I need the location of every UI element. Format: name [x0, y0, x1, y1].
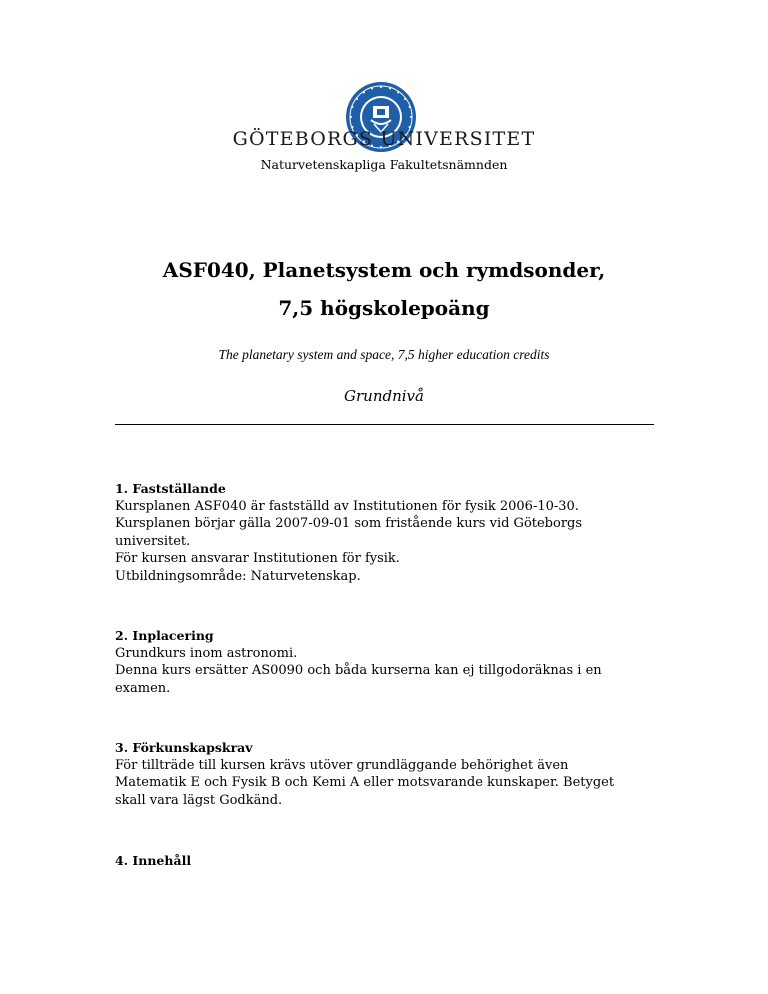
section-heading: 1. Fastställande [115, 481, 226, 496]
university-name: GÖTEBORGS UNIVERSITET [232, 128, 536, 150]
section-line: Grundkurs inom astronomi. [115, 645, 298, 661]
section-innehall [115, 852, 655, 870]
faculty-name: Naturvetenskapliga Fakultetsnämnden [260, 157, 508, 172]
section-line: För tillträde till kursen krävs utöver grundläggande behörighet även [115, 757, 569, 773]
section-line: universitet. [115, 533, 191, 549]
section-line: Matematik E och Fysik B och Kemi A eller motsvarande kunskaper. Betyget [115, 775, 615, 790]
section-line: skall vara lägst Godkänd. [115, 792, 283, 808]
section-heading: 3. Förkunskapskrav [115, 740, 253, 755]
section-heading: 2. Inplacering [115, 628, 214, 643]
course-title-english: The planetary system and space, 7,5 higher education credits [218, 347, 550, 362]
section-line: Kursplanen ASF040 är fastställd av Institutionen för fysik 2006-10-30. [115, 498, 579, 514]
section-line: För kursen ansvarar Institutionen för fysik. [115, 551, 400, 566]
section-heading: 4. Innehåll [115, 853, 192, 868]
course-level: Grundnivå [344, 387, 424, 405]
divider [115, 424, 654, 425]
section-line: Kursplanen börjar gälla 2007-09-01 som fristående kurs vid Göteborgs [115, 516, 583, 531]
section-forkunskapskrav [115, 739, 655, 809]
section-inplacering [115, 627, 655, 697]
course-title: ASF040, Planetsystem och rymdsonder, [162, 258, 606, 282]
section-line: Denna kurs ersätter AS0090 och båda kurserna kan ej tillgodoräknas i en [115, 663, 602, 678]
section-faststallande [115, 480, 655, 585]
section-line: Utbildningsområde: Naturvetenskap. [115, 568, 361, 584]
section-line: examen. [115, 680, 171, 696]
course-credits: 7,5 högskolepoäng [278, 296, 490, 320]
